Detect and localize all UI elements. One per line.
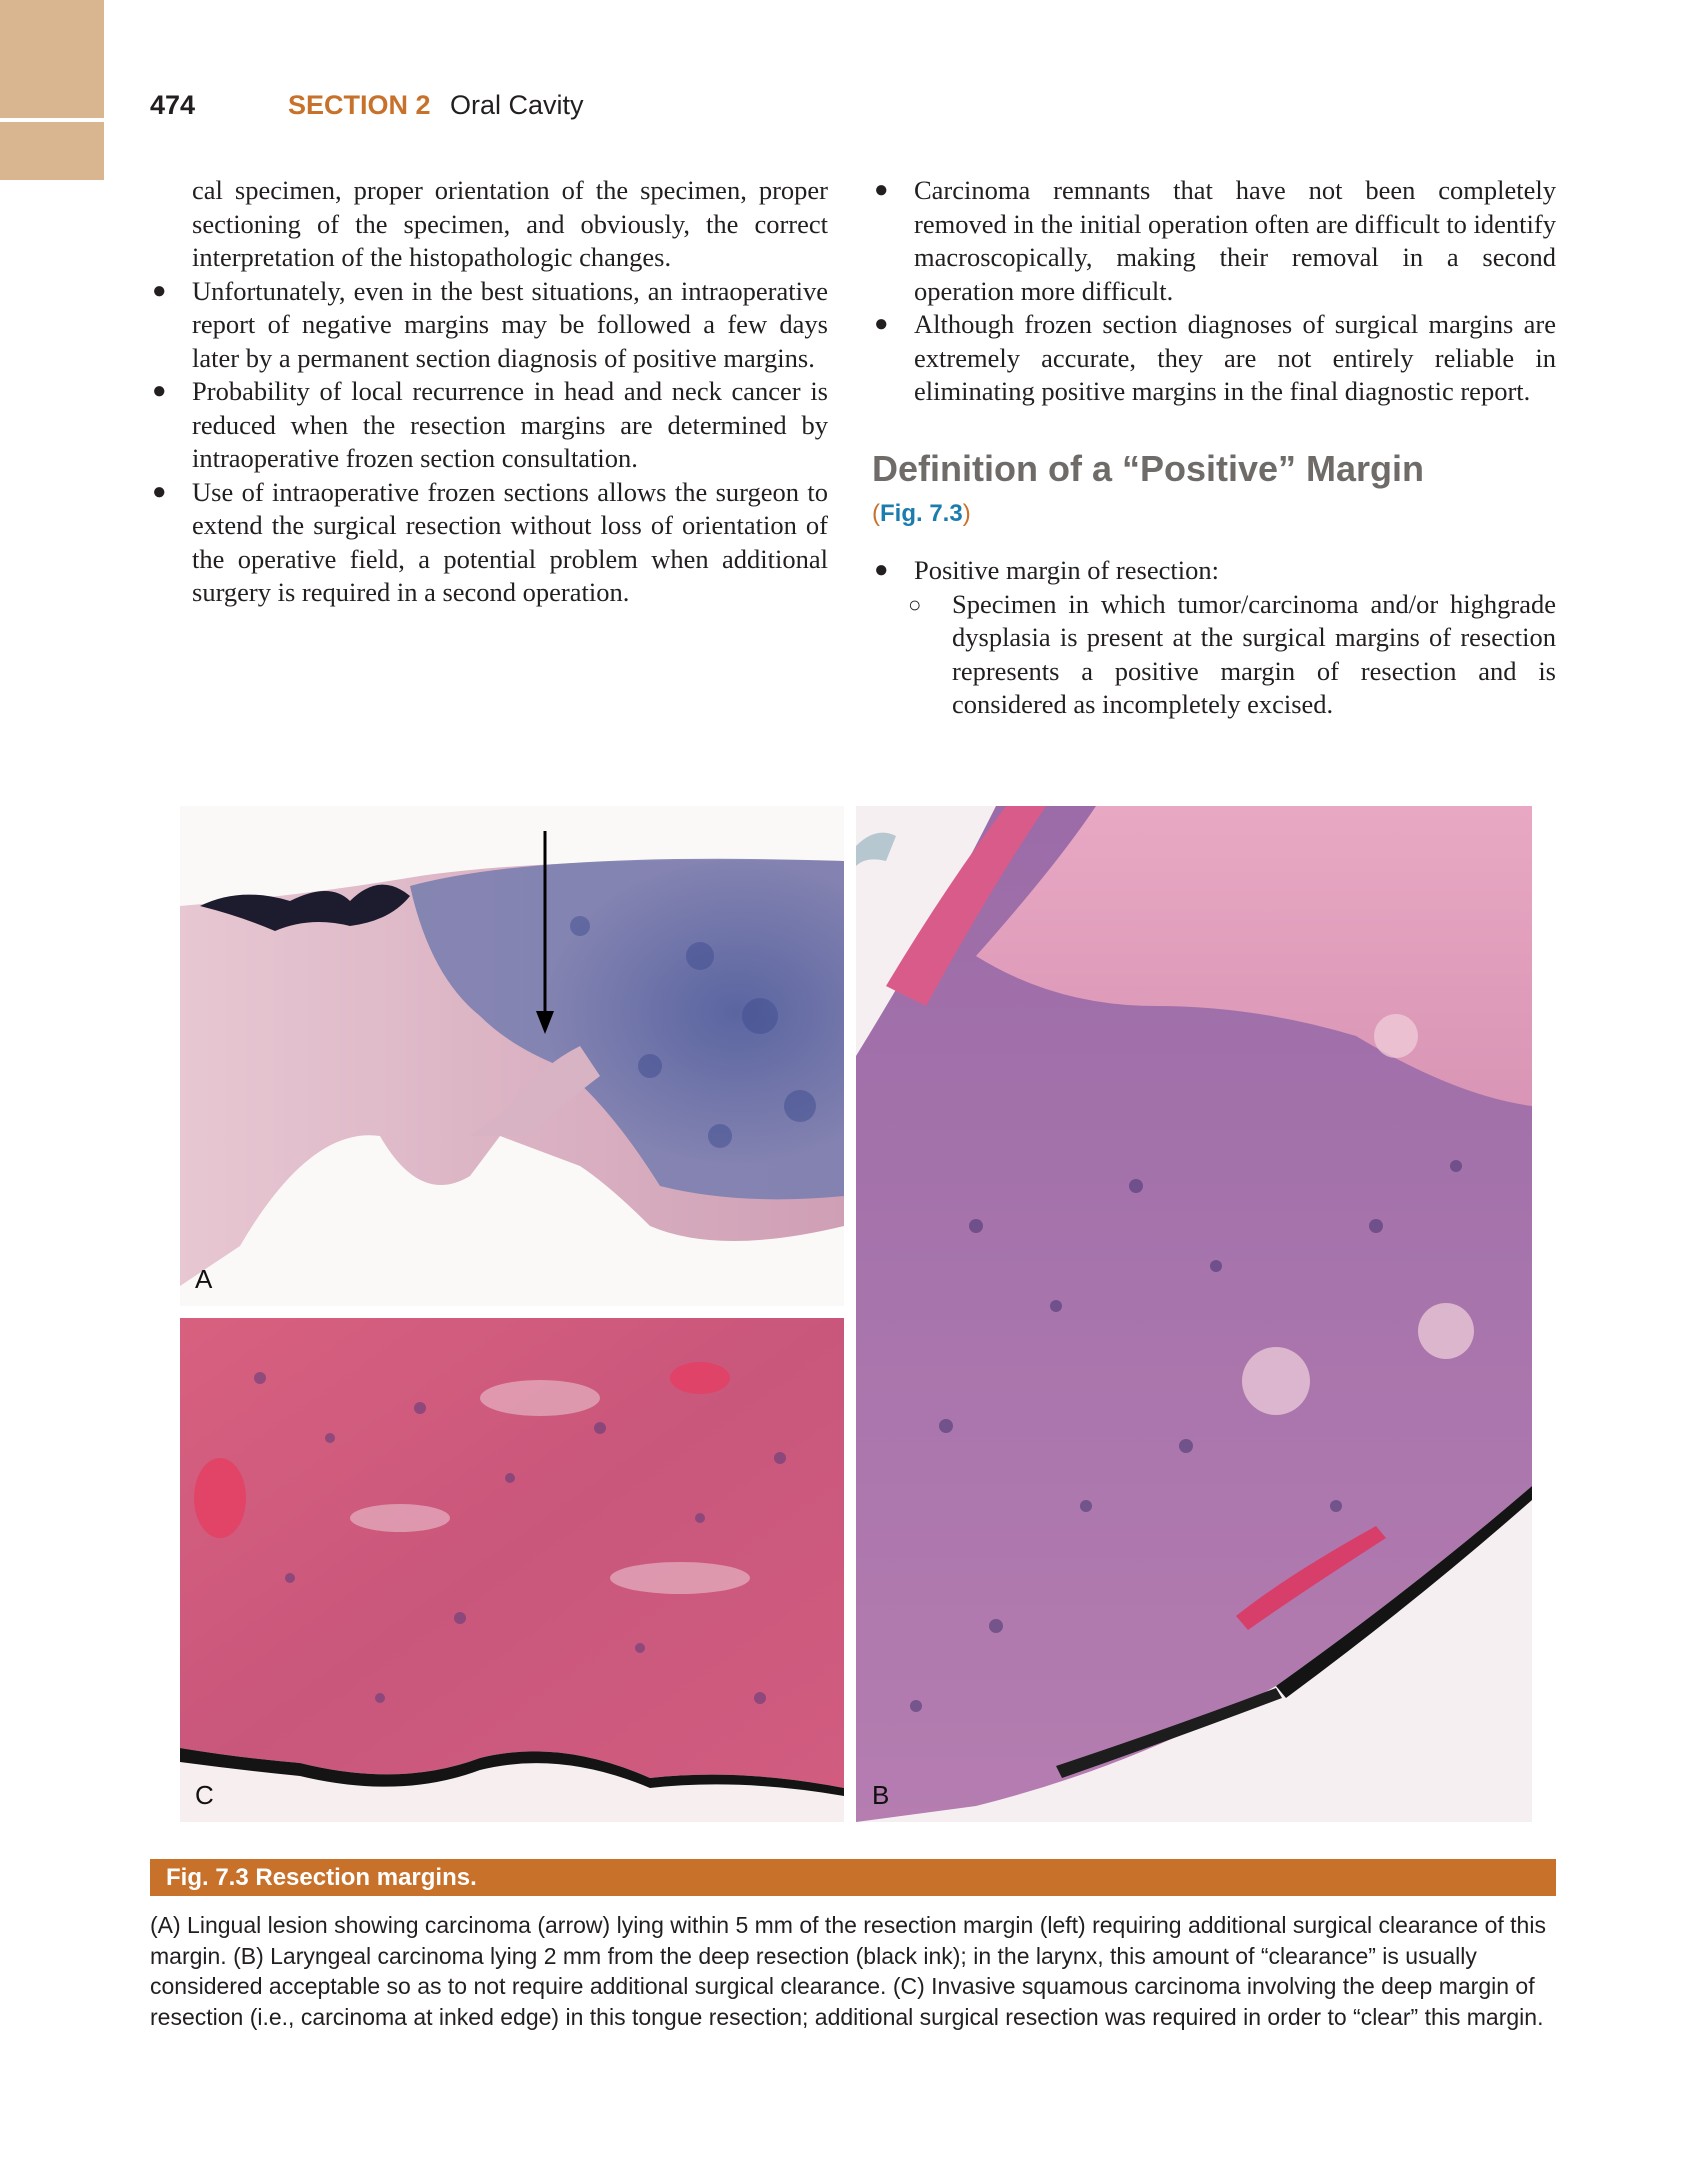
figure — [180, 806, 1532, 1822]
page-number: 474 — [150, 90, 196, 120]
list-item — [872, 308, 1556, 409]
panel-c-label: C — [195, 1780, 214, 1810]
left-column — [150, 174, 828, 610]
figure-caption-text: (A) Lingual lesion showing carcinoma (arrow) lying within 5 mm of the resection margin (left) requiring additional surgical clearance of this margin. (B) Laryngeal carcinoma lying 2 mm from the deep resection (black ink); in the larynx, this amount of “clearance” is usually considered acceptable so as to not require additional surgical clearance. (C) Invasive squamous carcinoma involving the deep margin of resection (i.e., carcinoma at inked edge) in this tongue resection; additional surgical resection was required in order to “clear” this margin. — [150, 1912, 1546, 2030]
section-name: Oral Cavity — [450, 90, 584, 120]
page-tab-lower — [0, 122, 104, 180]
panel-a-image — [180, 806, 844, 1306]
list-item — [872, 554, 1556, 588]
list-item-text: Unfortunately, even in the best situations, an intraoperative report of negative margins may be followed a few days later by a permanent section diagnosis of positive margins. — [192, 275, 828, 373]
figure-reference-close: ) — [962, 499, 971, 527]
panel-b-label: B — [872, 1780, 890, 1810]
section-heading: Definition of a “Positive” Margin — [872, 447, 1425, 489]
sub-list-item — [872, 588, 1556, 722]
panel-c-image — [180, 1318, 844, 1822]
bullet-icon: ● — [874, 177, 889, 203]
bullet-icon: ● — [874, 557, 889, 583]
sub-list-item-text: Specimen in which tumor/carcinoma and/or highgrade dysplasia is present at the surgical margins of resection represents a positive margin of resection and is considered as incompletely excised. — [952, 588, 1556, 719]
bullet-icon: ● — [152, 378, 167, 404]
bullet-icon: ● — [152, 478, 167, 505]
panel-b-image — [856, 806, 1532, 1822]
figure-link[interactable]: Fig. 7.3 — [880, 499, 963, 527]
list-item-text: Although frozen section diagnoses of surgical margins are extremely accurate, they are not entirely reliable in eliminating positive margins in the final diagnostic report. — [914, 309, 1556, 406]
circle-bullet-icon: ○ — [908, 591, 922, 617]
right-column — [872, 174, 1556, 722]
list-item-text: Probability of local recurrence in head and neck cancer is reduced when the resection margins are determined by intraoperative frozen section consultation. — [192, 376, 828, 473]
list-item — [150, 476, 828, 610]
figure-number: Fig. 7.3 — [166, 1864, 249, 1891]
figure-title: Resection margins. — [255, 1864, 477, 1891]
list-item — [150, 375, 828, 476]
section-label: SECTION 2 — [288, 90, 431, 120]
list-item — [150, 275, 828, 376]
figure-reference — [872, 497, 1556, 531]
bullet-icon: ● — [874, 311, 889, 337]
list-item-text: Positive margin of resection: — [914, 555, 1219, 585]
figure-caption-bar — [150, 1859, 1556, 1896]
page-tab — [0, 0, 104, 118]
list-item — [872, 174, 1556, 308]
continuation-paragraph: cal specimen, proper orientation of the specimen, proper sectioning of the specimen, and obviously, the correct interpretation of the histopathologic changes. — [192, 175, 828, 272]
bullet-icon: ● — [152, 277, 167, 304]
panel-a-label: A — [195, 1264, 213, 1294]
figure-reference-open: ( — [872, 499, 880, 527]
list-item-text: Use of intraoperative frozen sections allows the surgeon to extend the surgical resection without loss of orientation of the operative field, a potential problem when additional surgery is required in a second operation. — [192, 476, 828, 607]
list-item-text: Carcinoma remnants that have not been completely removed in the initial operation often are difficult to identify macroscopically, making their removal in a second operation more difficult. — [914, 175, 1556, 306]
